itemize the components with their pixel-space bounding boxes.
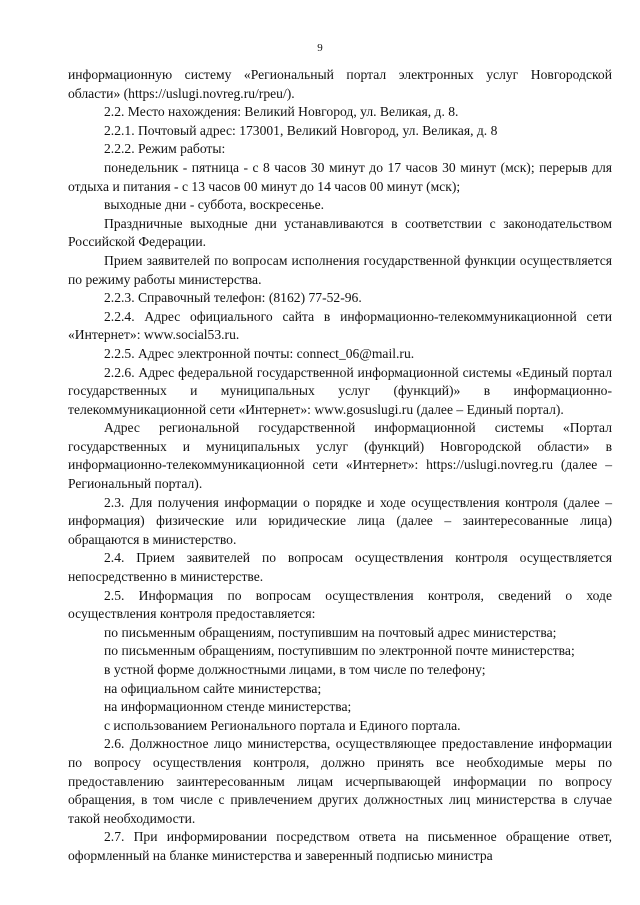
paragraph: Адрес региональной государственной информационной системы «Портал государственных и муниципальных услуг (функций) Новгородской области» в информационно-телекоммуникационной сети «Интернет»: https://uslugi.novreg.ru (далее – Региональный портал).: [68, 420, 612, 492]
document-body: [68, 66, 612, 866]
paragraph: по письменным обращениям, поступившим на почтовый адрес министерства;: [104, 624, 557, 640]
paragraph: 2.2. Место нахождения: Великий Новгород, ул. Великая, д. 8.: [104, 104, 459, 120]
paragraph: информационную систему «Региональный портал электронных услуг Новгородской области» (https://uslugi.novreg.ru/rpeu/).: [68, 67, 612, 101]
paragraph: по письменным обращениям, поступившим по электронной почте министерства;: [104, 643, 575, 659]
paragraph: 2.2.4. Адрес официального сайта в информационно-телекоммуникационной сети «Интернет»: www.social53.ru.: [68, 308, 612, 343]
paragraph: 2.2.2. Режим работы:: [104, 141, 226, 157]
paragraph: Праздничные выходные дни устанавливаются в соответствии с законодательством Российской Федерации.: [68, 215, 612, 250]
paragraph: 2.2.5. Адрес электронной почты: connect_06@mail.ru.: [104, 345, 415, 361]
paragraph: в устной форме должностными лицами, в том числе по телефону;: [104, 662, 486, 677]
paragraph: 2.2.3. Справочный телефон: (8162) 77-52-96.: [104, 290, 362, 306]
page-number: 9: [317, 42, 323, 54]
paragraph: 2.2.6. Адрес федеральной государственной информационной системы «Единый портал государственных и муниципальных услуг (функций)» в информационно-телекоммуникационной сети «Интернет»: www.gosuslugi.ru (далее – Единый портал).: [68, 364, 612, 417]
paragraph: выходные дни - суббота, воскресенье.: [104, 197, 325, 213]
paragraph: 2.6. Должностное лицо министерства, осуществляющее предоставление информации по вопросу осуществления контроля, должно принять все необходимые меры по предоставлению заинтересованным лицам исчерпывающей информации по вопросу обращения, в том числе с привлечением других должностных лиц министерства в случае такой необходимости.: [68, 736, 612, 826]
paragraph: с использованием Регионального портала и Единого портала.: [104, 717, 461, 733]
paragraph: 2.4. Прием заявителей по вопросам осуществления контроля осуществляется непосредственно в министерстве.: [68, 550, 612, 585]
paragraph: понедельник - пятница - с 8 часов 30 минут до 17 часов 30 минут (мск); перерыв для отдыха и питания - с 13 часов 00 минут до 14 часов 00 минут (мск);: [68, 159, 612, 194]
paragraph: 2.2.1. Почтовый адрес: 173001, Великий Новгород, ул. Великая, д. 8: [104, 122, 498, 138]
paragraph: 2.7. При информировании посредством ответа на письменное обращение ответ, оформленный на бланке министерства и заверенный подписью министра: [68, 829, 612, 863]
paragraph: 2.3. Для получения информации о порядке и ходе осуществления контроля (далее – информация) физические или юридические лица (далее – заинтересованные лица) обращаются в министерство.: [68, 494, 612, 547]
paragraph: на информационном стенде министерства;: [104, 699, 352, 715]
paragraph: на официальном сайте министерства;: [104, 680, 322, 696]
paragraph: Прием заявителей по вопросам исполнения государственной функции осуществляется по режиму работы министерства.: [68, 252, 612, 287]
paragraph: 2.5. Информация по вопросам осуществления контроля, сведений о ходе осуществления контроля предоставляется:: [68, 587, 612, 622]
